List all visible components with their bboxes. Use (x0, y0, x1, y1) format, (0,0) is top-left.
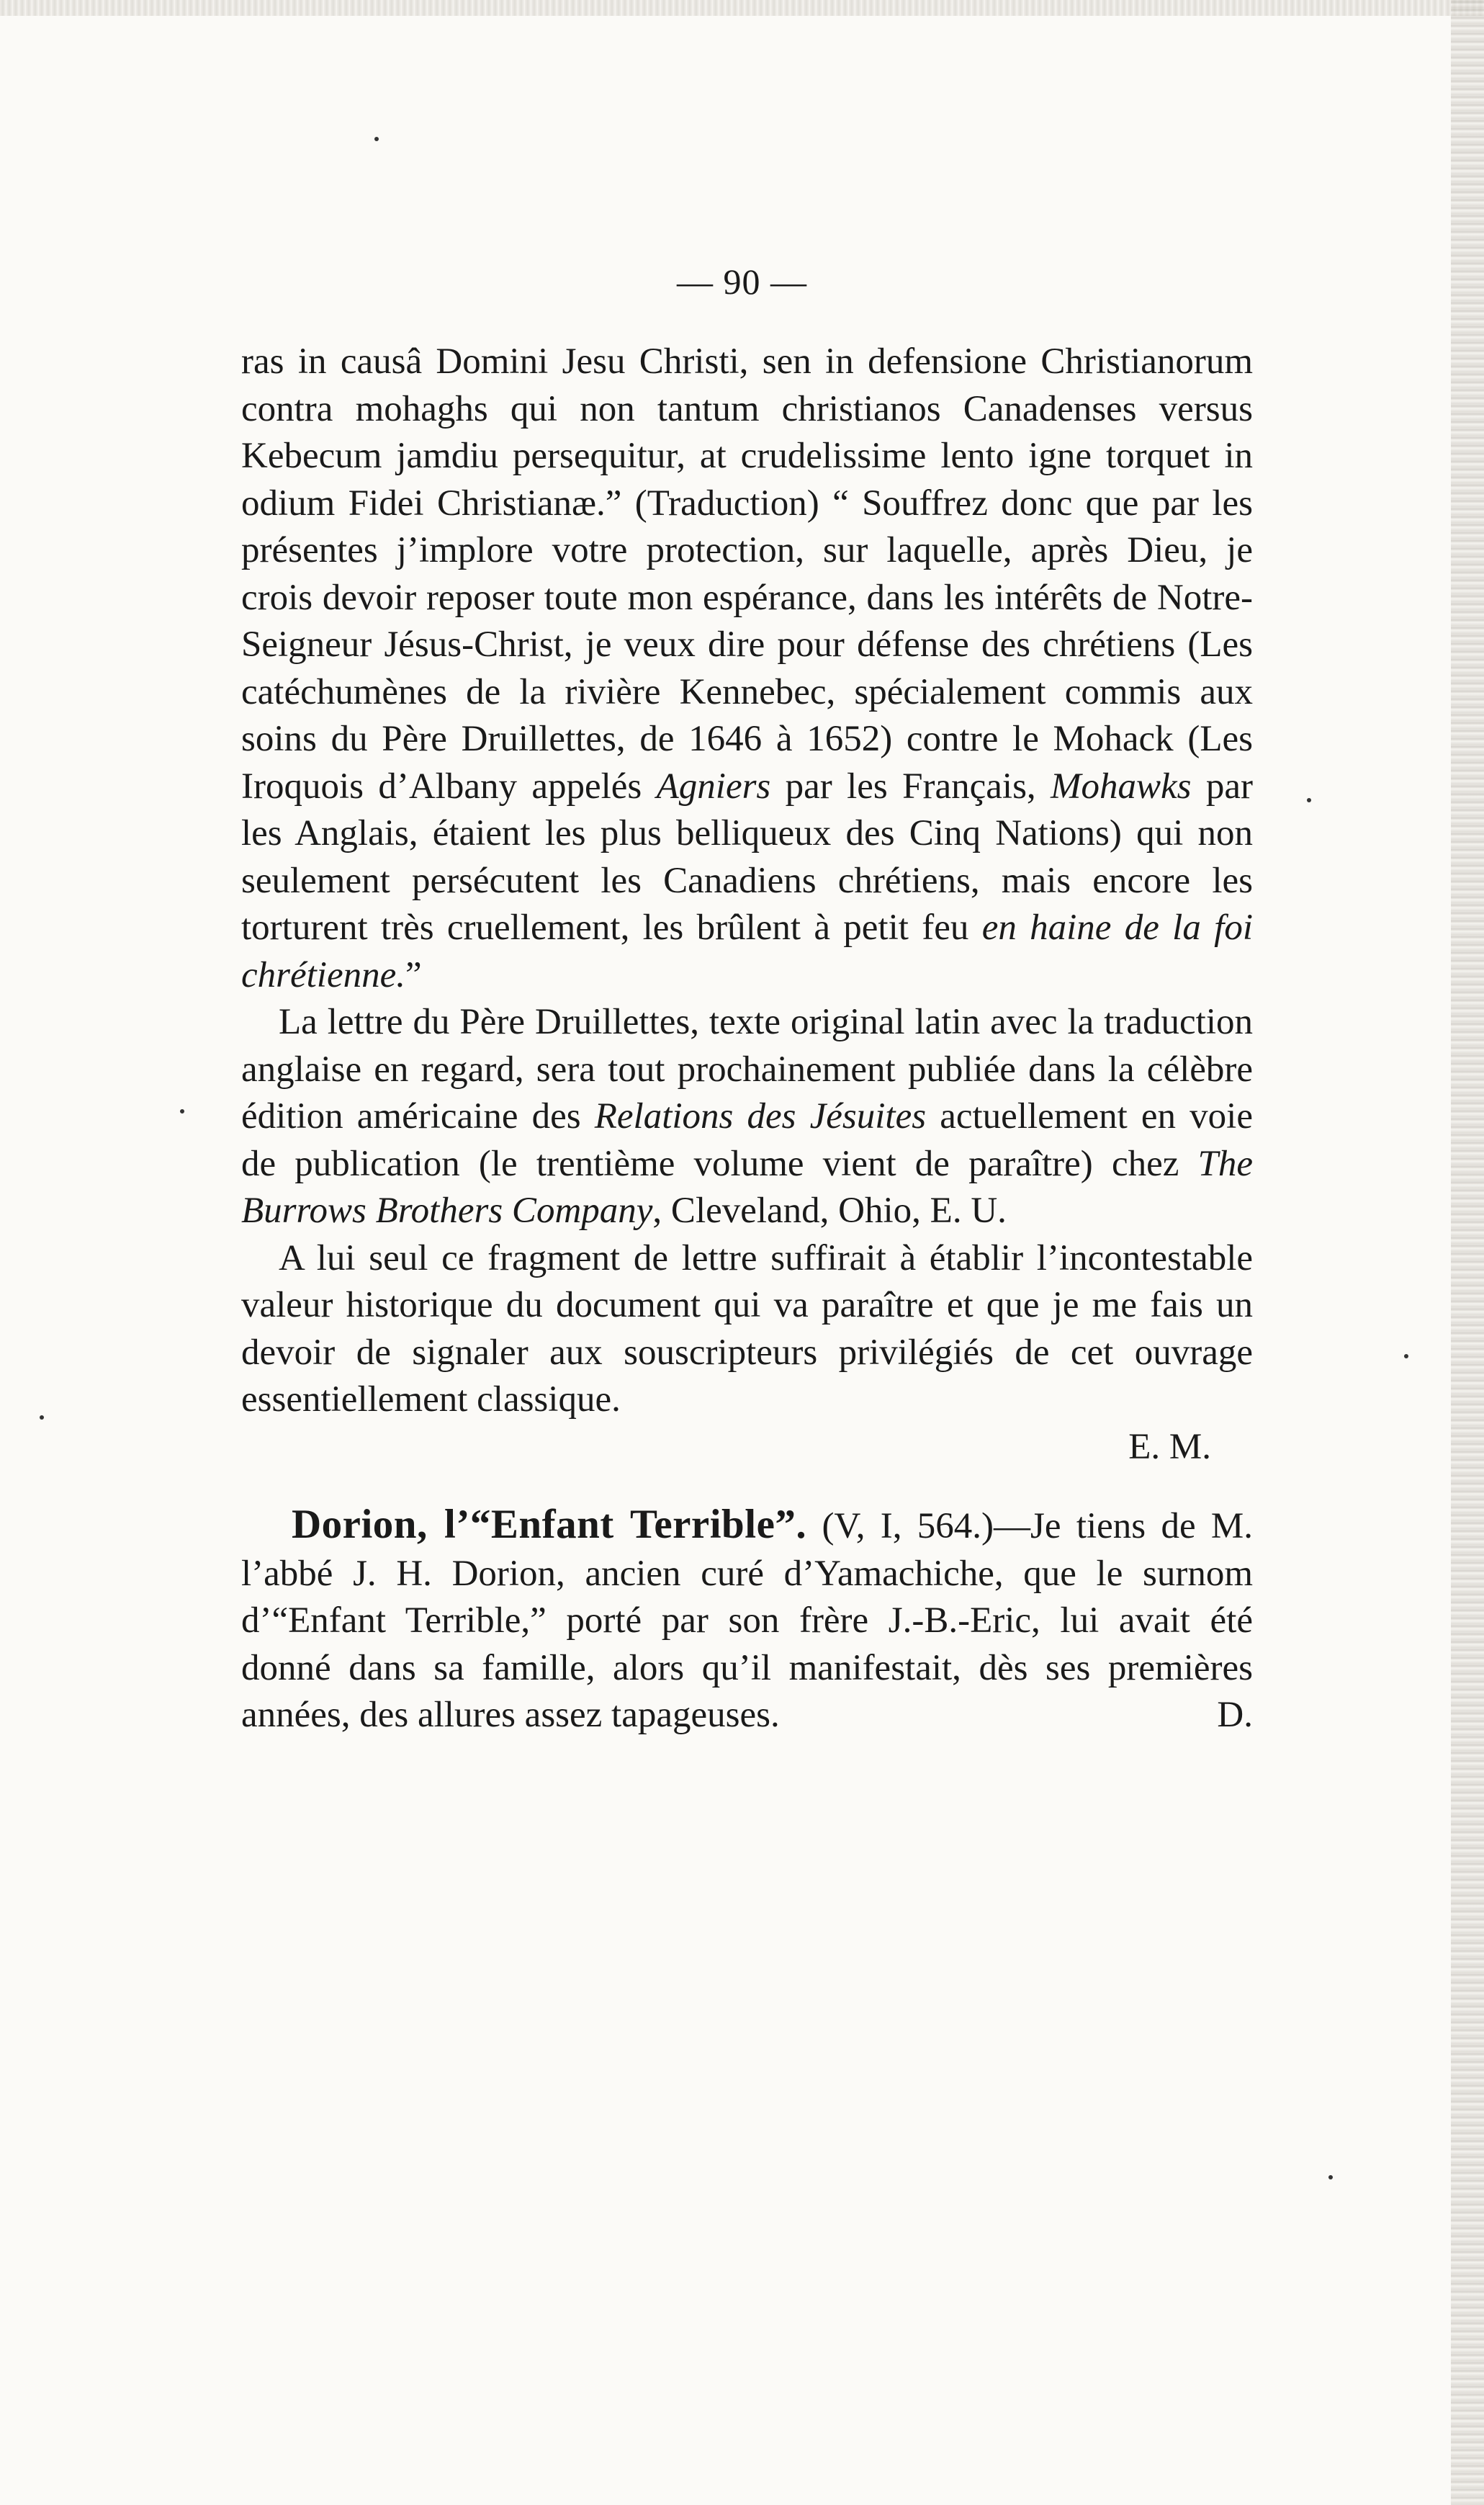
italic-run: en haine de la foi chrétienne. (241, 908, 1254, 995)
signature-d: D. (1217, 1695, 1253, 1735)
text-run: La lettre du Père Druillettes, texte original latin avec la traduction anglaise en regard, sera tout prochainement publiée dans la célèbre édition américaine des (241, 1002, 1253, 1137)
italic-run: Agniers (656, 766, 771, 807)
text-run: par les Français, (770, 766, 1051, 807)
text-run: par les Anglais, étaient les plus belliqueux des Cinq Nations) qui non seulement persécutent les Canadiens chrétiens, mais encore les torturent très cruellement, les brûlent à petit feu (241, 766, 1253, 948)
text-run: ras in causâ Domini Jesu Christi, sen in defensione Christianorum contra mohaghs qui non tantum christianos Canadenses versus Kebecum jamdiu persequitur, at crudelissime lento igne torquet in odium Fidei Christianæ.” (Traduction) “ Souffrez donc que par les présentes j’implore votre protection, sur laquelle, après Dieu, je crois devoir reposer toute mon espérance, dans les intérêts de Notre-Seigneur Jésus-Christ, je veux dire pour défense des chrétiens (Les catéchumènes de la rivière Kennebec, spécialement commis aux soins du Père Druillettes, de 1646 à 1652) contre le Mohack (Les Iroquois d’Albany appelés (241, 341, 1253, 807)
paragraph-letter-translation (241, 339, 1253, 999)
ink-speck (40, 1415, 44, 1420)
entry-headword: Dorion, l’“Enfant Terrible”. (292, 1502, 807, 1547)
ink-speck (1328, 2175, 1333, 2179)
entry-dorion (241, 1501, 1253, 1739)
text-run: , Cleveland, Ohio, E. U. (652, 1191, 1007, 1231)
text-run: ” (405, 954, 422, 995)
page-top-edge (0, 0, 1484, 16)
ink-speck (374, 137, 379, 141)
ink-speck (180, 1109, 184, 1113)
italic-run: The Burrows Brothers Company (241, 1143, 1253, 1231)
page-number: — 90 — (677, 261, 807, 302)
italic-run: Relations des Jésuites (594, 1096, 927, 1137)
body-text (241, 339, 1253, 1739)
paragraph-publication-note (241, 999, 1253, 1235)
entry-text: (V, I, 564.)—Je tiens de M. l’abbé J. H. Dorion, ancien curé d’Yamachiche, que le surnom d’“Enfant Terrible,” porté par son frère J.-B.-Eric, lui avait été donné dans sa famille, alors qu’il manifestait, dès ses premières années, des allures assez tapageuses. (241, 1506, 1254, 1735)
paragraph-historical-value: A lui seul ce fragment de lettre suffirait à établir l’incontestable valeur historique du document qui va paraître et que je me fais un devoir de signaler aux souscripteurs privilégiés de cet ouvrage essentiellement classique. (241, 1237, 1253, 1420)
ink-speck (1307, 798, 1311, 802)
page-right-edge (1451, 0, 1484, 2505)
text-run: actuellement en voie de publication (le trentième volume vient de paraître) chez (241, 1096, 1253, 1184)
signature-em: E. M. (1128, 1426, 1211, 1467)
ink-speck (1404, 1354, 1408, 1358)
italic-run: Mohawks (1051, 766, 1192, 807)
